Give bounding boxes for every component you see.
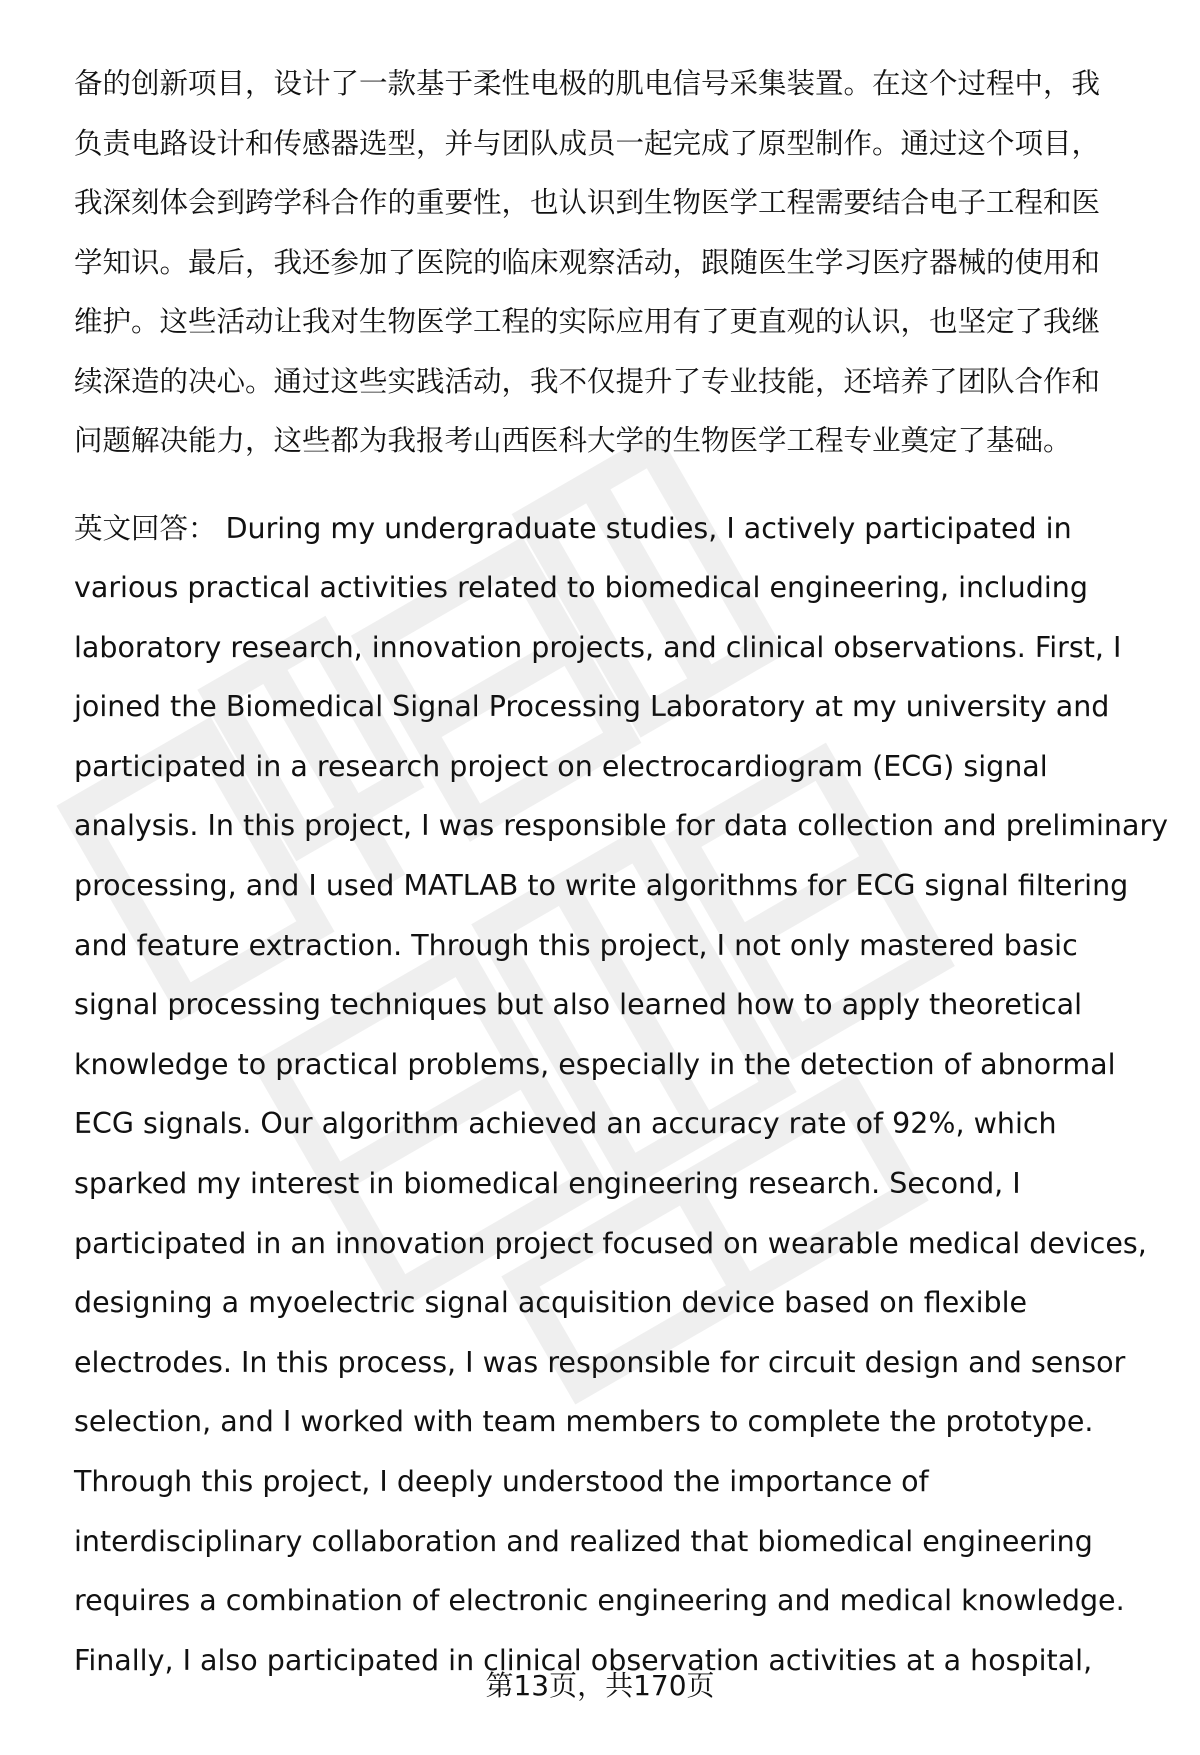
text-line: signal processing techniques but also learned how to apply theoretical	[74, 988, 1083, 1022]
page-number-footer: 第13页，共170页	[485, 1669, 715, 1702]
text-line: and feature extraction. Through this project, I not only mastered basic	[74, 928, 1078, 962]
text-line: ECG signals. Our algorithm achieved an accuracy rate of 92%, which	[74, 1107, 1057, 1141]
text-line	[74, 499, 1132, 559]
text-line: joined the Biomedical Signal Processing Laboratory at my university and	[74, 690, 1110, 724]
text-line: processing, and I used MATLAB to write algorithms for ECG signal filtering	[74, 869, 1129, 903]
paragraph-gap	[74, 471, 1132, 499]
text-line: various practical activities related to biomedical engineering, including	[74, 571, 1088, 605]
text-line: 备的创新项目，设计了一款基于柔性电极的肌电信号采集装置。在这个过程中，我	[74, 67, 1101, 100]
chinese-paragraph	[74, 54, 1132, 471]
text-line: participated in an innovation project focused on wearable medical devices,	[74, 1226, 1147, 1260]
text-line: knowledge to practical problems, especially in the detection of abnormal	[74, 1047, 1116, 1081]
text-line: 我深刻体会到跨学科合作的重要性，也认识到生物医学工程需要结合电子工程和医	[74, 186, 1101, 219]
document-body	[74, 54, 1169, 1690]
english-answer-section	[74, 499, 1169, 1691]
text-line: designing a myoelectric signal acquisition device based on flexible	[74, 1286, 1028, 1320]
text-line: interdisciplinary collaboration and realized that biomedical engineering	[74, 1524, 1093, 1558]
english-answer-first-line: During my undergraduate studies, I actively participated in	[225, 511, 1072, 545]
text-line: 负责电路设计和传感器选型，并与团队成员一起完成了原型制作。通过这个项目，	[74, 126, 1101, 160]
text-line: 问题解决能力，这些都为我报考山西医科大学的生物医学工程专业奠定了基础。	[74, 424, 1072, 457]
text-line: 续深造的决心。通过这些实践活动，我不仅提升了专业技能，还培养了团队合作和	[74, 364, 1101, 398]
text-line: requires a combination of electronic engineering and medical knowledge.	[74, 1584, 1125, 1618]
english-answer-label: 英文回答：	[74, 511, 217, 545]
text-line: Through this project, I deeply understood the importance of	[74, 1465, 929, 1498]
text-line: participated in a research project on electrocardiogram (ECG) signal	[74, 749, 1048, 783]
text-line: laboratory research, innovation projects, and clinical observations. First, I	[74, 630, 1122, 664]
text-line: 学知识。最后，我还参加了医院的临床观察活动，跟随医生学习医疗器械的使用和	[74, 245, 1101, 279]
text-line: analysis. In this project, I was responsible for data collection and preliminary	[74, 809, 1169, 843]
text-line: Finally, I also participated in clinical observation activities at a hospital,	[74, 1643, 1093, 1677]
text-line: electrodes. In this process, I was responsible for circuit design and sensor	[74, 1345, 1126, 1379]
text-line: sparked my interest in biomedical engineering research. Second, I	[74, 1167, 1021, 1201]
text-line: 维护。这些活动让我对生物医学工程的实际应用有了更直观的认识，也坚定了我继	[74, 305, 1101, 338]
text-line: selection, and I worked with team members to complete the prototype.	[74, 1405, 1094, 1439]
